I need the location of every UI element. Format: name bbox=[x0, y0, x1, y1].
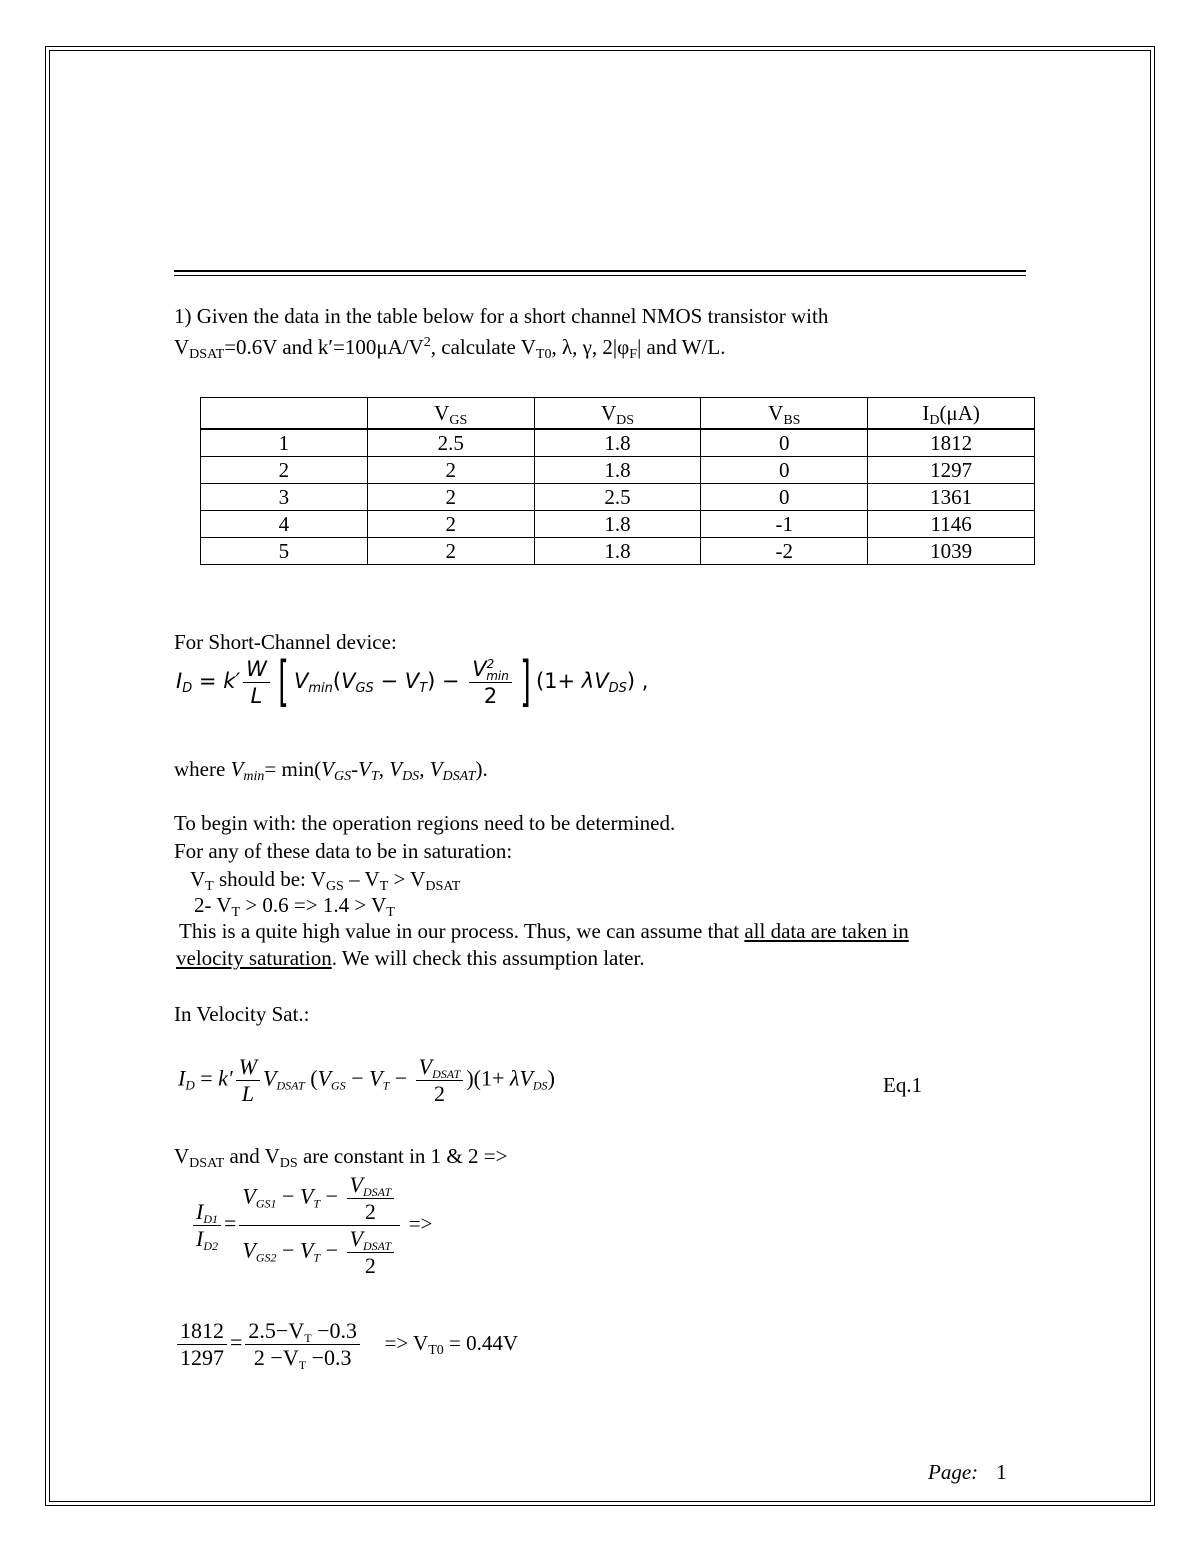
table-cell: 0 bbox=[701, 429, 868, 457]
table-cell: 2 bbox=[367, 484, 534, 511]
table-cell: 2 bbox=[367, 538, 534, 565]
ratio-equation: $\frac{I_{D1}}{I_{D2}}$ = $V_{GS1} - V_T$ − $\frac{V_{DSAT}}{2}$ $V_{GS2} - V_T$ − $\frac{V_{DSAT}}{2}$ => bbox=[190, 1172, 432, 1279]
table-cell: 0 bbox=[701, 457, 868, 484]
short-channel-equation: $I_D = k'$ $\frac{W}{L}$ [ $V_{min}(V_{GS} - V_T)$ − $\frac{V^2_{min}}{2}$ ] $(1+ \lambda V_{DS})$ , bbox=[176, 650, 649, 713]
table-row bbox=[201, 538, 1035, 565]
velsat-heading: In Velocity Sat.: bbox=[174, 1002, 310, 1026]
table-row bbox=[201, 457, 1035, 484]
short-channel-heading: For Short-Channel device: bbox=[174, 630, 397, 654]
table-cell: 1.8 bbox=[534, 457, 701, 484]
page-footer: Page: 1 bbox=[928, 1460, 1007, 1484]
ratio-intro: $V_{DSAT}$ and $V_{DS}$ are constant in 1 & 2 => bbox=[174, 1144, 508, 1171]
velsat-equation: $I_D = k'$ $\frac{W}{L}$ $V_{DSAT}$ ($V_{GS} - V_T$ − $\frac{V_{DSAT}}{2}$ )$(1+ \lambda V_{DS})$ bbox=[178, 1054, 555, 1106]
table-cell: 1.8 bbox=[534, 429, 701, 457]
problem-line-1: 1) Given the data in the table below for a short channel NMOS transistor with bbox=[174, 304, 829, 328]
table-cell: 2 bbox=[367, 457, 534, 484]
header-vgs: $V_{GS}$ bbox=[367, 398, 534, 430]
table-cell: 2.5 bbox=[534, 484, 701, 511]
table-cell: 1.8 bbox=[534, 538, 701, 565]
table-cell: -2 bbox=[701, 538, 868, 565]
header-vds: $V_{DS}$ bbox=[534, 398, 701, 430]
table-cell: 0 bbox=[701, 484, 868, 511]
table-cell: 1297 bbox=[868, 457, 1035, 484]
header-vbs: $V_{BS}$ bbox=[701, 398, 868, 430]
begin-line-5: This is a quite high value in our process. Thus, we can assume that all data are taken in bbox=[179, 919, 909, 943]
result-equation: $\frac{1812}{1297}$ = $\frac{2.5-V_T -0.3}{2 -V_T -0.3}$ => $V_{T0} = 0.44V$ bbox=[174, 1318, 518, 1371]
table-row bbox=[201, 511, 1035, 538]
problem-line-2: $V_{DSAT}=0.6V$ and $k'=100\mu A/V^2$, calculate $V_{T0}$, λ, γ, $2|\varphi_F|$ and W/L. bbox=[174, 335, 726, 362]
table-cell: 1812 bbox=[868, 429, 1035, 457]
begin-line-6: velocity saturation. We will check this assumption later. bbox=[176, 946, 645, 970]
begin-line-3: $V_T$ should be: $V_{GS} - V_T > V_{DSAT}$ bbox=[190, 867, 461, 894]
table-row bbox=[201, 484, 1035, 511]
table-cell: 4 bbox=[201, 511, 368, 538]
table-cell: 2 bbox=[201, 457, 368, 484]
table-cell: 2.5 bbox=[367, 429, 534, 457]
header-rule-thin bbox=[174, 275, 1026, 276]
equation-label: Eq.1 bbox=[883, 1073, 923, 1097]
table-cell: 2 bbox=[367, 511, 534, 538]
table-row bbox=[201, 429, 1035, 457]
vmin-definition: where $V_{min}= \min(V_{GS}-V_T$, $V_{DS}$, $V_{DSAT}$). bbox=[174, 757, 488, 784]
table-cell: -1 bbox=[701, 511, 868, 538]
begin-line-1: To begin with: the operation regions need to be determined. bbox=[174, 811, 676, 835]
header-id: $I_D(\mu A)$ bbox=[868, 398, 1035, 430]
measurement-table bbox=[200, 397, 1035, 565]
table-cell: 1361 bbox=[868, 484, 1035, 511]
table-cell: 1039 bbox=[868, 538, 1035, 565]
result-answer: => $V_{T0} = 0.44V$ bbox=[384, 1330, 519, 1358]
header-rule bbox=[174, 270, 1026, 272]
table-cell: 1146 bbox=[868, 511, 1035, 538]
table-cell: 5 bbox=[201, 538, 368, 565]
begin-line-4: 2- $V_T > 0.6 => 1.4 > V_T$ bbox=[194, 893, 395, 920]
begin-line-2: For any of these data to be in saturation: bbox=[174, 839, 513, 863]
table-cell: 3 bbox=[201, 484, 368, 511]
table-cell: 1 bbox=[201, 429, 368, 457]
header-index bbox=[201, 398, 368, 430]
table-cell: 1.8 bbox=[534, 511, 701, 538]
